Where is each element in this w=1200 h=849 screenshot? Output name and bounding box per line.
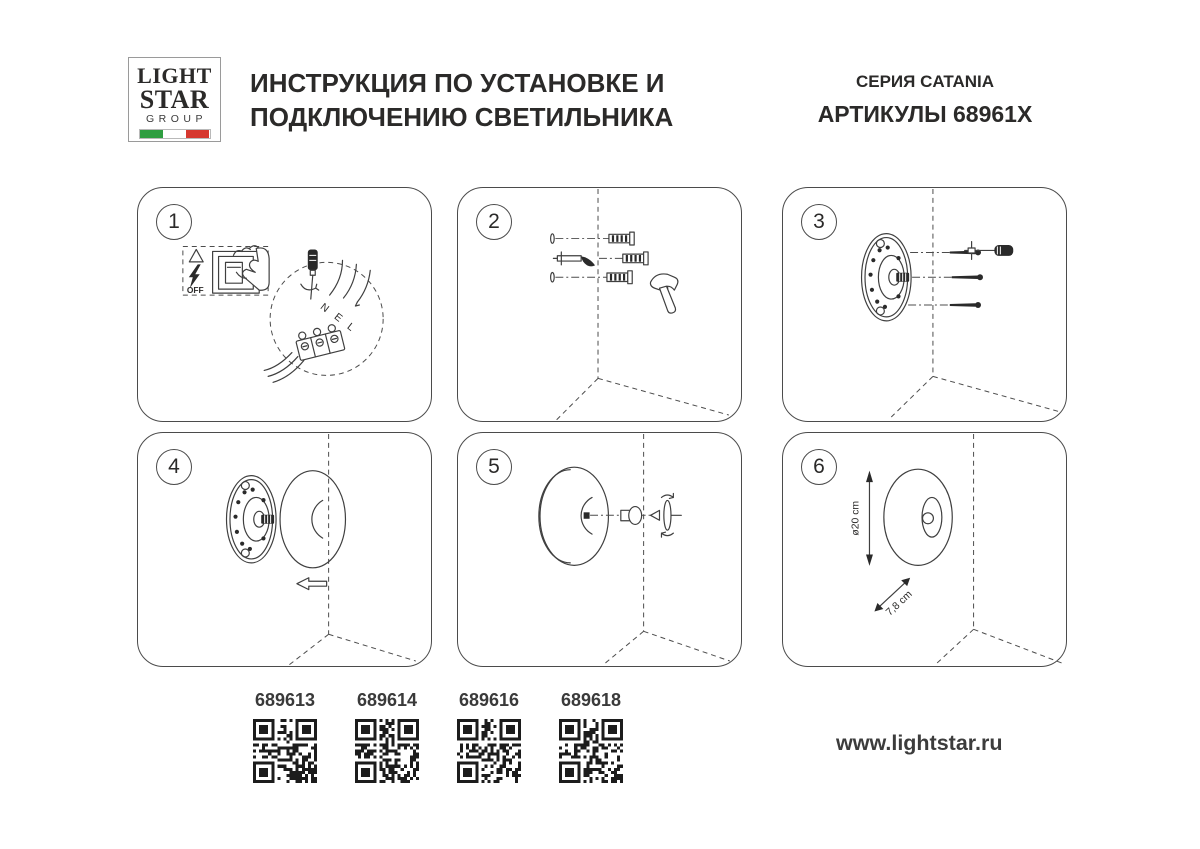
direction-arrow — [651, 510, 660, 520]
logo-text-light: LIGHT — [137, 63, 212, 88]
screw-and-anchor-top — [551, 232, 635, 245]
stud-end — [584, 512, 590, 518]
website-url: www.lightstar.ru — [836, 731, 1003, 755]
article-code: 689613 — [254, 690, 316, 710]
lamp-disc-side-view — [539, 467, 609, 565]
series-name: СЕРИЯ CATANIA — [855, 72, 995, 91]
screw-rotation — [651, 493, 682, 537]
qr-code — [559, 719, 623, 783]
wire-label-l: L — [344, 321, 356, 334]
warning-triangle-icon — [189, 249, 203, 261]
hammer-icon — [650, 274, 677, 313]
logo-text-group: GROUP — [145, 113, 207, 125]
flag-white — [163, 130, 186, 138]
article-item — [245, 690, 325, 783]
finial-knob — [621, 507, 642, 525]
off-label: OFF — [186, 285, 204, 296]
lightstar-logo — [128, 57, 221, 142]
article-code: 689618 — [560, 690, 622, 710]
article-item — [449, 690, 529, 783]
step-panel-6 — [782, 432, 1067, 667]
step-number-5: 5 — [476, 449, 512, 485]
step-number-1: 1 — [156, 204, 192, 240]
screwdriver-icon — [301, 249, 319, 299]
lamp-shade — [280, 471, 345, 568]
articles-title: АРТИКУЛЫ 68961X — [817, 101, 1033, 127]
step-panel-1 — [137, 187, 432, 422]
mounting-plate — [226, 476, 276, 563]
drill-bit-and-anchor — [553, 252, 648, 266]
diameter-label: ø20 cm — [850, 500, 862, 536]
qr-code — [355, 719, 419, 783]
screw-and-anchor-bottom — [551, 271, 633, 284]
logo-text-star: STAR — [139, 85, 210, 114]
wall-corner-lines — [935, 434, 1062, 665]
step-panel-2 — [457, 187, 742, 422]
wire-label-n: N — [317, 301, 331, 315]
wall-corner-lines — [556, 189, 729, 420]
screw-hole-top — [876, 240, 884, 248]
qr-code — [457, 719, 521, 783]
terminal-wires — [264, 353, 304, 383]
flag-green — [140, 130, 163, 138]
diameter-dimension — [851, 471, 873, 566]
italian-flag-icon — [139, 129, 211, 139]
step-panel-4 — [137, 432, 432, 667]
wire-label-e: E — [331, 311, 344, 325]
wire-labels — [318, 302, 356, 334]
page-title — [250, 66, 673, 134]
wall-corner-lines — [289, 434, 416, 665]
step-number-3: 3 — [801, 204, 837, 240]
led-dots — [868, 246, 900, 309]
depth-label: 7,8 cm — [884, 589, 915, 619]
push-direction-arrow — [297, 578, 327, 590]
terminal-block — [294, 323, 345, 361]
article-item — [347, 690, 427, 783]
screwdriver-icon — [965, 242, 1014, 260]
step-number-6: 6 — [801, 449, 837, 485]
flag-red — [186, 130, 209, 138]
articles-row — [245, 690, 665, 783]
finished-lamp — [884, 469, 952, 565]
step-panel-5 — [457, 432, 742, 667]
mounting-plate — [862, 234, 912, 321]
wall-corner-lines — [603, 434, 730, 665]
title-line-2: ПОДКЛЮЧЕНИЮ СВЕТИЛЬНИКА — [250, 102, 674, 132]
step-number-4: 4 — [156, 449, 192, 485]
led-dots — [233, 488, 265, 551]
article-code: 689616 — [458, 690, 520, 710]
screw-hole-bottom — [876, 307, 884, 315]
zoom-detail-circle — [270, 262, 383, 375]
step-panel-3 — [782, 187, 1067, 422]
article-item — [551, 690, 631, 783]
title-line-1: ИНСТРУКЦИЯ ПО УСТАНОВКЕ И — [250, 68, 665, 98]
qr-code — [253, 719, 317, 783]
step-number-2: 2 — [476, 204, 512, 240]
article-code: 689614 — [356, 690, 418, 710]
power-off-warning-box — [183, 246, 269, 295]
depth-dimension — [874, 578, 914, 619]
series-block — [775, 72, 1075, 128]
